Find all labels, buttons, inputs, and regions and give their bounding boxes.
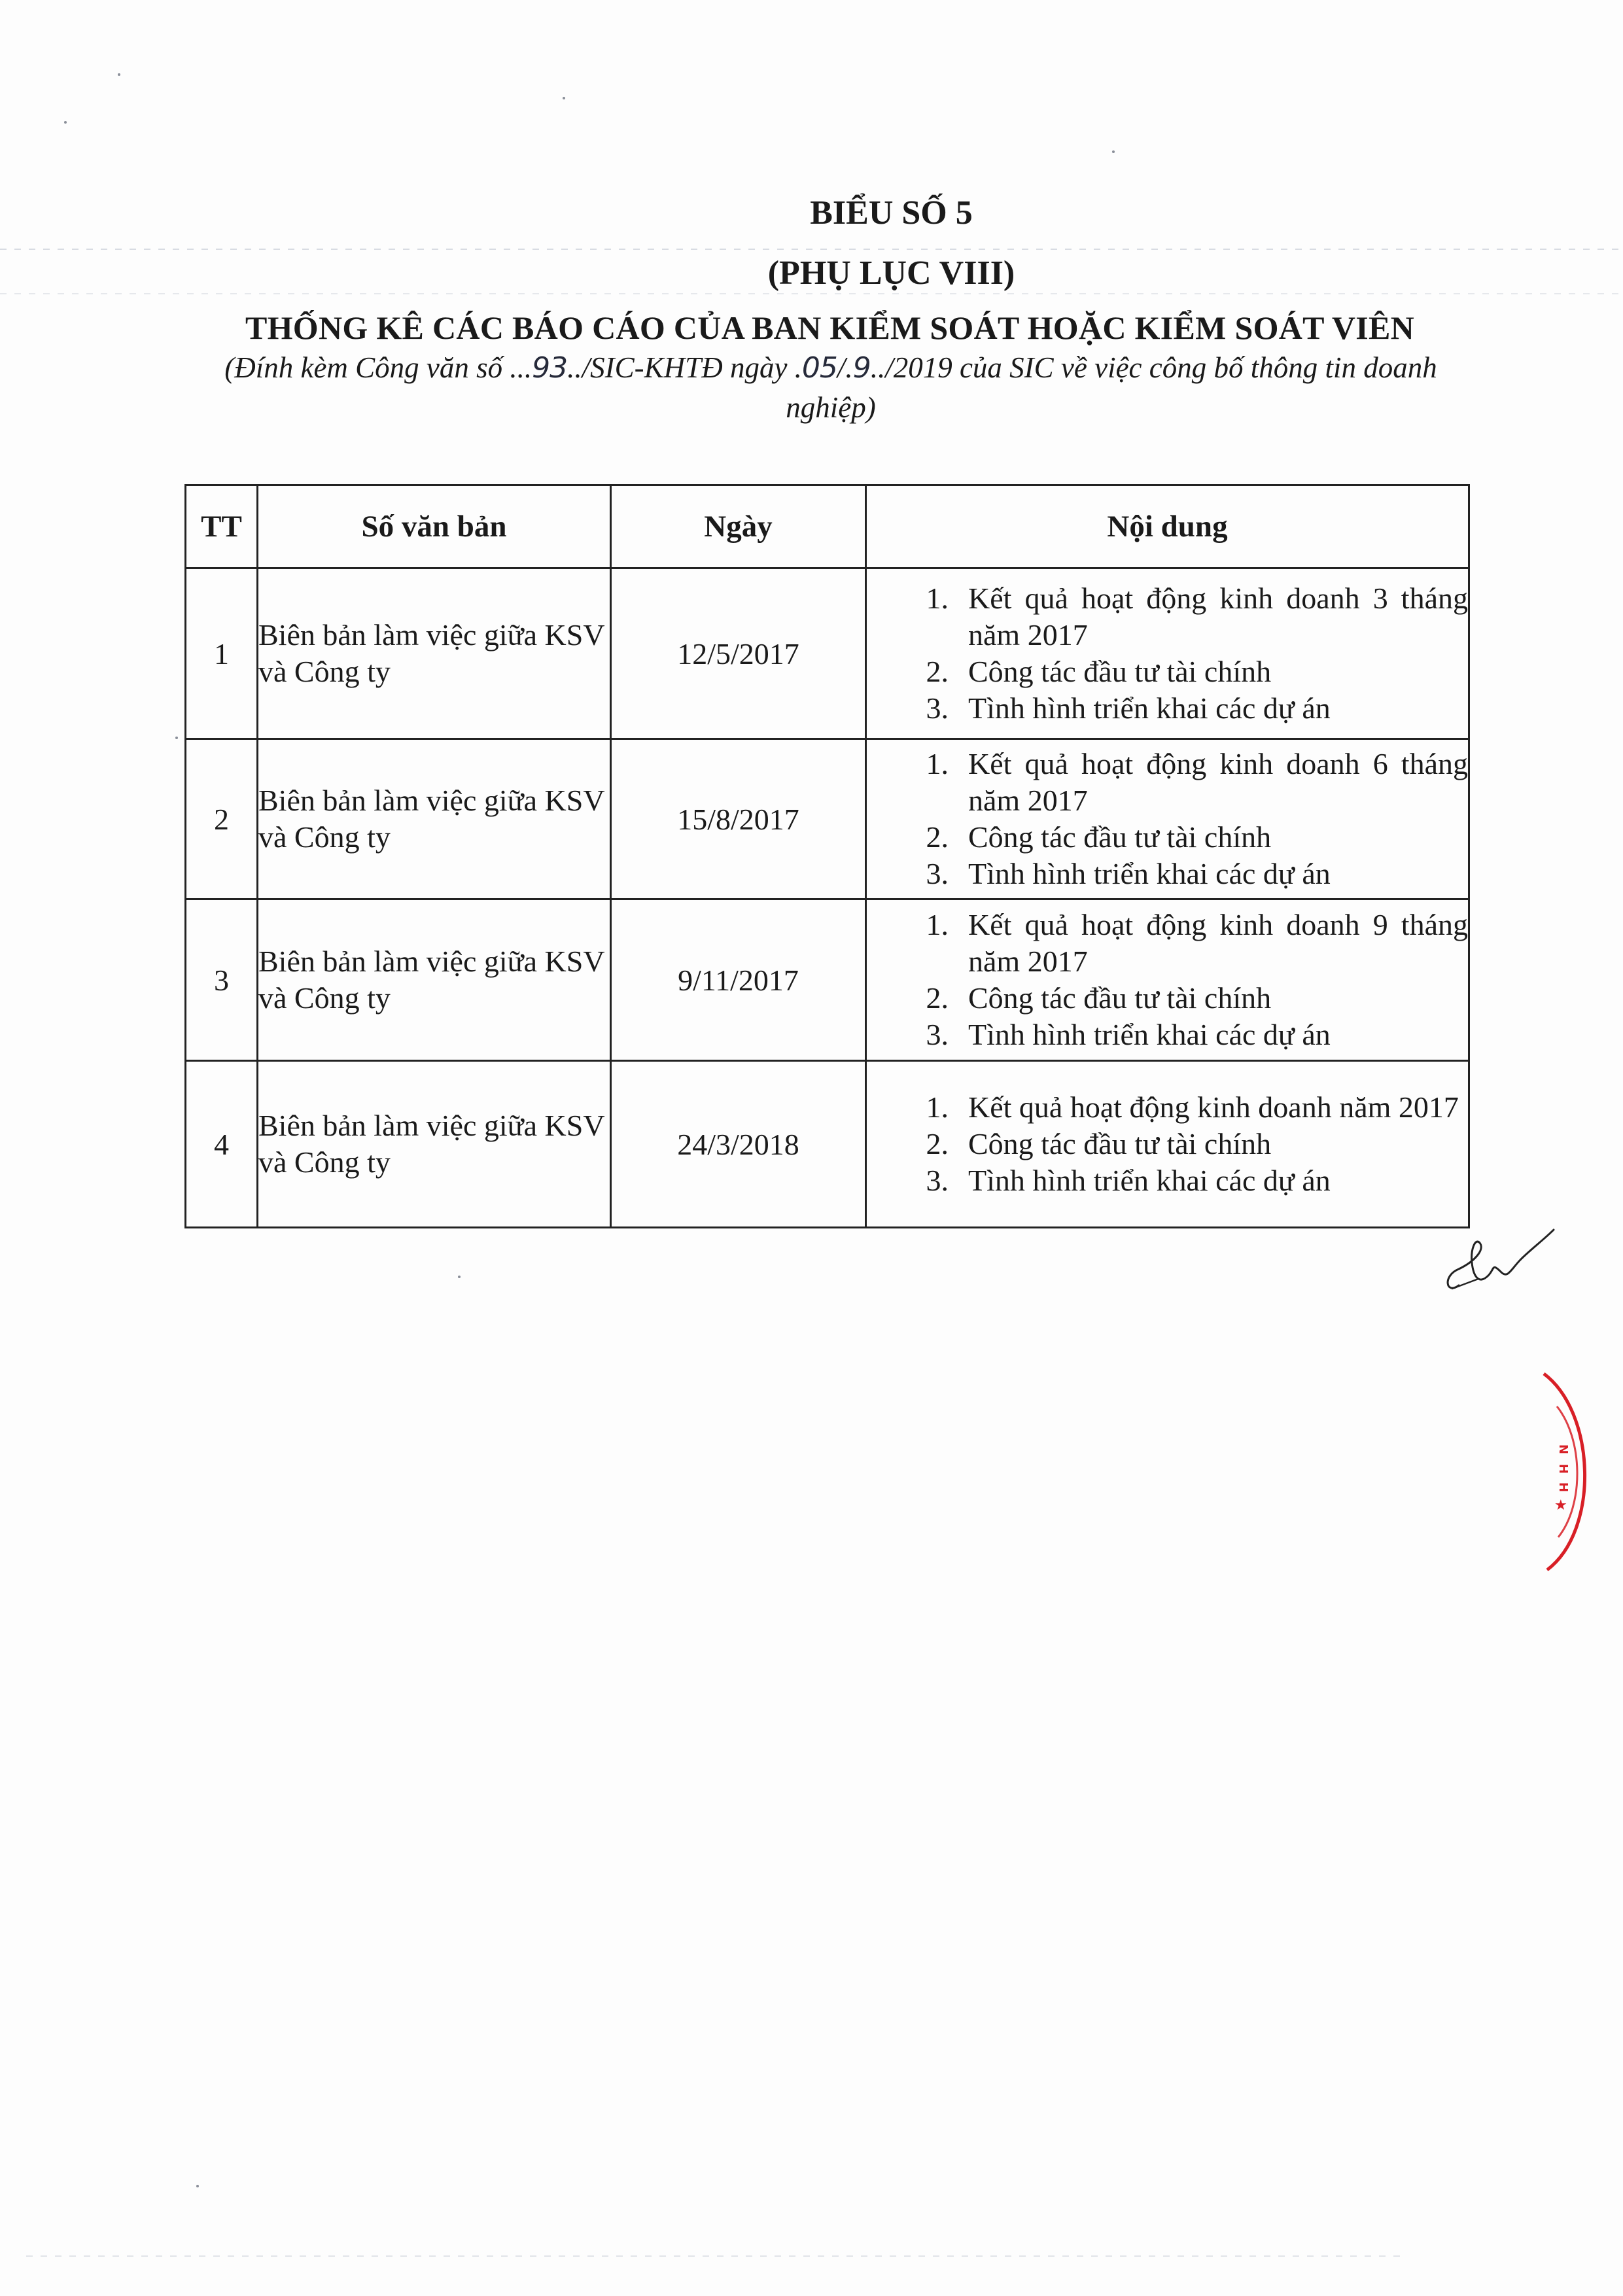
table-header-row (186, 485, 1469, 568)
row-number: 4 (186, 1061, 258, 1228)
signature-initials (1439, 1223, 1557, 1302)
content-cell (866, 739, 1469, 899)
content-cell (866, 1061, 1469, 1228)
attachment-note-suffix: ../2019 của SIC về việc công bố thông tin doanh nghiệp) (786, 351, 1437, 424)
item-text: Tình hình triển khai các dự án (968, 691, 1331, 725)
report-table (184, 484, 1470, 1228)
list-item (867, 1126, 1468, 1162)
list-item (867, 690, 1468, 727)
scan-artifact-line (0, 249, 1623, 250)
item-number: 3. (926, 1164, 949, 1197)
document-title: THỐNG KÊ CÁC BÁO CÁO CỦA BAN KIỂM SOÁT HOẶC KIỂM SOÁT VIÊN (245, 309, 1415, 346)
list-item (867, 746, 1468, 819)
scan-artifact-line (0, 293, 1623, 294)
column-header-so-van-ban: Số văn bản (258, 485, 611, 568)
content-list (867, 746, 1468, 892)
item-number: 3. (926, 691, 949, 725)
item-number: 2. (926, 655, 949, 688)
document-date: 9/11/2017 (611, 899, 866, 1061)
content-list (867, 1089, 1468, 1199)
attachment-note-mid: ../SIC-KHTĐ ngày . (567, 351, 802, 384)
item-text: Tình hình triển khai các dự án (968, 857, 1331, 890)
document-name: Biên bản làm việc giữa KSV và Công ty (258, 739, 611, 899)
scan-speck (458, 1276, 461, 1278)
red-seal-stamp-icon (1537, 1367, 1609, 1576)
document-date: 12/5/2017 (611, 568, 866, 739)
list-item (867, 1017, 1468, 1053)
content-list (867, 580, 1468, 727)
list-item (867, 856, 1468, 892)
item-number: 2. (926, 1127, 949, 1160)
item-text: Công tác đầu tư tài chính (968, 1127, 1272, 1160)
document-name: Biên bản làm việc giữa KSV và Công ty (258, 1061, 611, 1228)
attachment-note-prefix: (Đính kèm Công văn số ... (224, 351, 532, 384)
document-date: 15/8/2017 (611, 739, 866, 899)
date-separator: /. (837, 351, 853, 384)
row-number: 1 (186, 568, 258, 739)
item-text: Kết quả hoạt động kinh doanh 6 tháng năm 2017 (968, 747, 1468, 817)
document-date: 24/3/2018 (611, 1061, 866, 1228)
list-item (867, 653, 1468, 690)
item-number: 3. (926, 1018, 949, 1051)
scan-speck (118, 73, 120, 76)
document-name: Biên bản làm việc giữa KSV và Công ty (258, 899, 611, 1061)
item-text: Tình hình triển khai các dự án (968, 1164, 1331, 1197)
table-row (186, 1061, 1469, 1228)
content-cell (866, 568, 1469, 739)
list-item (867, 907, 1468, 980)
handwritten-day: 05 (801, 351, 837, 385)
item-text: Công tác đầu tư tài chính (968, 981, 1272, 1015)
column-header-tt: TT (186, 485, 258, 568)
list-item (867, 819, 1468, 856)
scan-artifact-line (26, 2255, 1400, 2257)
svg-text:N: N (1556, 1444, 1570, 1455)
table-row (186, 568, 1469, 739)
scan-speck (175, 737, 178, 739)
item-text: Tình hình triển khai các dự án (968, 1018, 1331, 1051)
form-number-heading: BIỂU SỐ 5 (810, 194, 973, 232)
content-cell (866, 899, 1469, 1061)
column-header-noi-dung: Nội dung (866, 485, 1469, 568)
document-name: Biên bản làm việc giữa KSV và Công ty (258, 568, 611, 739)
item-text: Kết quả hoạt động kinh doanh 9 tháng năm 2017 (968, 908, 1468, 978)
svg-text:★: ★ (1554, 1497, 1567, 1514)
list-item (867, 1089, 1468, 1126)
appendix-heading: (PHỤ LỤC VIII) (767, 254, 1015, 292)
handwritten-doc-number: 93 (532, 351, 568, 385)
content-list (867, 907, 1468, 1053)
list-item (867, 980, 1468, 1017)
item-number: 1. (926, 747, 949, 780)
item-text: Kết quả hoạt động kinh doanh năm 2017 (968, 1090, 1459, 1124)
row-number: 2 (186, 739, 258, 899)
item-text: Kết quả hoạt động kinh doanh 3 tháng năm 2017 (968, 582, 1468, 652)
item-number: 1. (926, 908, 949, 941)
scan-speck (64, 121, 67, 124)
item-number: 1. (926, 1090, 949, 1124)
handwritten-month: 9 (852, 351, 871, 385)
scan-speck (563, 97, 565, 99)
list-item (867, 580, 1468, 653)
column-header-ngay: Ngày (611, 485, 866, 568)
svg-text:H: H (1556, 1482, 1570, 1493)
table-row (186, 739, 1469, 899)
attachment-note (190, 348, 1472, 427)
item-number: 2. (926, 820, 949, 854)
svg-text:H: H (1556, 1464, 1570, 1474)
item-number: 3. (926, 857, 949, 890)
scan-speck (1112, 150, 1115, 153)
scan-speck (196, 2185, 199, 2187)
item-number: 1. (926, 582, 949, 615)
row-number: 3 (186, 899, 258, 1061)
list-item (867, 1162, 1468, 1199)
table-row (186, 899, 1469, 1061)
item-text: Công tác đầu tư tài chính (968, 655, 1272, 688)
item-number: 2. (926, 981, 949, 1015)
item-text: Công tác đầu tư tài chính (968, 820, 1272, 854)
